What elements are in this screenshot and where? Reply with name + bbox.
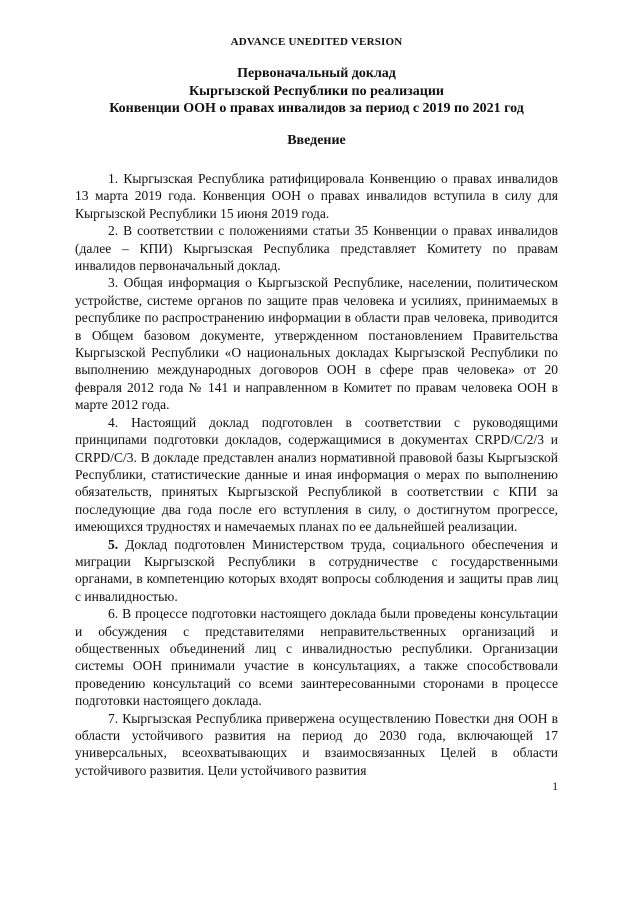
- document-body: [75, 170, 558, 779]
- document-title-line-3: Конвенции ООН о правах инвалидов за период с 2019 по 2021 год: [109, 101, 524, 116]
- document-title: [75, 65, 558, 118]
- document-title-line-1: Первоначальный доклад: [237, 66, 396, 81]
- paragraph-7: [75, 710, 558, 780]
- paragraph-4-text: Настоящий доклад подготовлен в соответствии с руководящими принципами подготовки докладов, содержащимися в документах CRPD/C/2/3 и CRPD/C/3. В докладе представлен анализ нормативной правовой базы Кыргызской Республики, статистические данные и иная информация о мерах по выполнению обязательств, принятых Кыргызской Республикой в соответствии с КПИ за последующие два года после его вступления в силу, о достигнутом прогрессе, имеющихся трудностях и намечаемых планах по ее дальнейшей реализации.: [75, 414, 558, 535]
- paragraph-5: [75, 536, 558, 606]
- paragraph-3: [75, 274, 558, 413]
- paragraph-2: [75, 222, 558, 274]
- paragraph-6-number: 6.: [108, 606, 119, 622]
- paragraph-1-text: Кыргызская Республика ратифицировала Конвенцию о правах инвалидов 13 марта 2019 года. Конвенция ООН о правах инвалидов вступила в силу для Кыргызской Республики 15 июня 2019 года.: [75, 171, 558, 221]
- paragraph-3-number: 3.: [108, 275, 119, 291]
- paragraph-2-number: 2.: [108, 223, 119, 239]
- paragraph-6: [75, 605, 558, 709]
- paragraph-1-number: 1.: [108, 171, 119, 186]
- document-title-line-2: Кыргызской Республики по реализации: [189, 83, 444, 99]
- paragraph-5-text: Доклад подготовлен Министерством труда, социального обеспечения и миграции Кыргызской Республики в сотрудничестве с государственными органами, в компетенцию которых входят вопросы соблюдения и защиты прав лиц с инвалидностью.: [75, 536, 558, 604]
- paragraph-4-number: 4.: [108, 414, 119, 430]
- paragraph-1: [75, 170, 558, 222]
- paragraph-5-number: 5.: [108, 536, 119, 552]
- paragraph-2-text: В соответствии с положениями статьи 35 Конвенции о правах инвалидов (далее – КПИ) Кыргызская Республика представляет Комитету по правам инвалидов первоначальный доклад.: [75, 223, 558, 274]
- section-heading-introduction: Введение: [287, 132, 346, 148]
- page-number: 1: [552, 781, 558, 794]
- paragraph-3-text: Общая информация о Кыргызской Республике, населении, политическом устройстве, системе органов по защите прав человека и усилиях, принимаемых в республике по распространению информации в области прав человека, приводится в Общем базовом документе, утвержденном постановлением Правительства Кыргызской Республики «О национальных докладах Кыргызской Республики по выполнению международных договоров ООН в сфере прав человека» от 20 февраля 2012 года № 141 и направленном в Комитет по правам человека ООН в марте 2012 года.: [75, 275, 558, 413]
- paragraph-7-text: Кыргызская Республика привержена осуществлению Повестки дня ООН в области устойчивого развития на период до 2030 года, включающей 17 универсальных, всеохватывающих и взаимосвязанных Целей в области устойчивого развития. Цели устойчивого развития: [75, 710, 558, 778]
- paragraph-7-number: 7.: [108, 710, 119, 726]
- paragraph-4: [75, 414, 558, 536]
- paragraph-6-text: В процессе подготовки настоящего доклада были проведены консультации и обсуждения с представителями неправительственных организаций и общественных объединений лиц с инвалидностью республики. Организации системы ООН принимали участие в консультациях, а также способствовали проведению консультаций со всеми заинтересованными сторонами в процессе подготовки настоящего доклада.: [75, 606, 559, 709]
- advance-unedited-version-header: ADVANCE UNEDITED VERSION: [230, 36, 403, 48]
